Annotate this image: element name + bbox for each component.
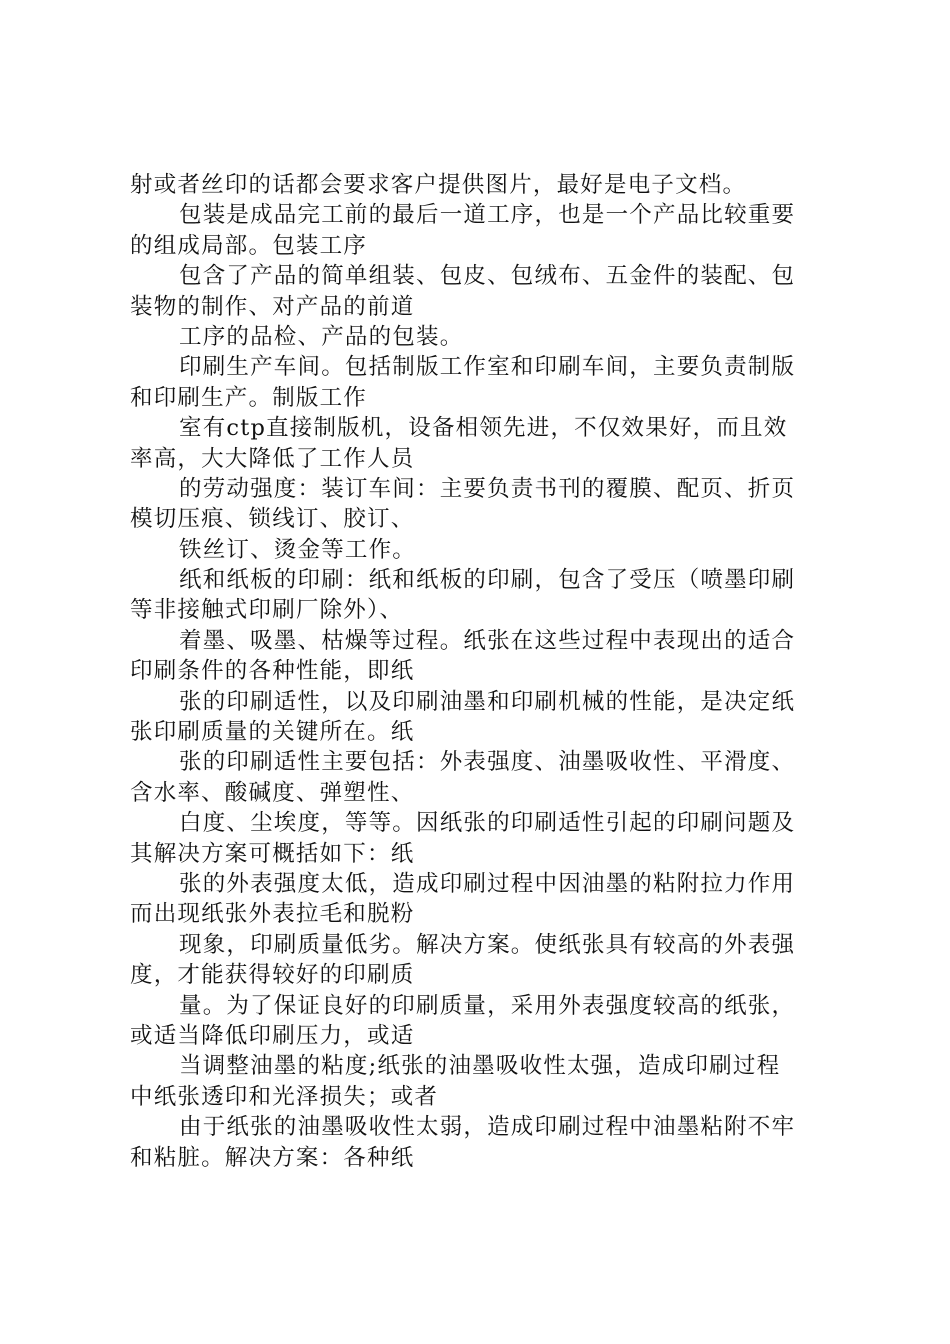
text-line: 印刷条件的各种性能，即纸 [130, 658, 415, 685]
text-line: 由于纸张的油墨吸收性太弱，造成印刷过程中油墨粘附不牢 [179, 1114, 796, 1141]
text-line: 张印刷质量的关键所在。纸 [130, 719, 415, 746]
text-line: 着墨、吸墨、枯燥等过程。纸张在这些过程中表现出的适合 [179, 627, 796, 654]
text-line: 的组成局部。包装工序 [130, 232, 368, 259]
text-line: 工序的品检、产品的包装。 [179, 323, 464, 350]
text-line: 和粘脏。解决方案：各种纸 [130, 1144, 415, 1171]
text-line: 等非接触式印刷厂除外）、 [130, 597, 404, 624]
text-line: 装物的制作、对产品的前道 [130, 293, 415, 320]
text-line: 或适当降低印刷压力，或适 [130, 1022, 415, 1049]
text-line: 的劳动强度：装订车间：主要负责书刊的覆膜、配页、折页 [179, 475, 796, 502]
text-line: 张的外表强度太低，造成印刷过程中因油墨的粘附拉力作用 [179, 870, 796, 897]
text-line: 白度、尘埃度，等等。因纸张的印刷适性引起的印刷问题及 [179, 810, 796, 837]
text-line: 射或者丝印的话都会要求客户提供图片，最好是电子文档。 [130, 172, 747, 198]
text-line: 包装是成品完工前的最后一道工序，也是一个产品比较重要 [179, 202, 796, 229]
text-line: 和印刷生产。制版工作 [130, 384, 368, 411]
text-line: 中纸张透印和光泽损失；或者 [130, 1083, 439, 1110]
text-line: 张的印刷适性，以及印刷油墨和印刷机械的性能，是决定纸 [179, 688, 796, 715]
text-line: 包含了产品的简单组装、包皮、包绒布、五金件的装配、包 [179, 263, 796, 290]
text-line: 铁丝订、烫金等工作。 [179, 536, 417, 563]
text-line: 而出现纸张外表拉毛和脱粉 [130, 901, 415, 928]
text-line: 印刷生产车间。包括制版工作室和印刷车间，主要负责制版 [179, 354, 796, 381]
text-line: 张的印刷适性主要包括：外表强度、油墨吸收性、平滑度、 [179, 749, 796, 776]
text-line: 模切压痕、锁线订、胶订、 [130, 506, 415, 533]
text-line: 度，才能获得较好的印刷质 [130, 962, 415, 989]
text-line: 室有ctp直接制版机，设备相领先进，不仅效果好，而且效 [179, 415, 788, 442]
text-line: 纸和纸板的印刷：纸和纸板的印刷，包含了受压（喷墨印刷 [179, 567, 796, 594]
document-body [130, 170, 835, 1173]
text-line: 含水率、酸碱度、弹塑性、 [130, 779, 415, 806]
text-line: 量。为了保证良好的印刷质量，采用外表强度较高的纸张， [179, 992, 796, 1019]
text-line: 其解决方案可概括如下：纸 [130, 840, 415, 867]
text-line: 当调整油墨的粘度;纸张的油墨吸收性太强，造成印刷过程 [179, 1053, 781, 1080]
text-line: 率高，大大降低了工作人员 [130, 445, 415, 472]
text-line: 现象，印刷质量低劣。解决方案。使纸张具有较高的外表强 [179, 931, 796, 958]
